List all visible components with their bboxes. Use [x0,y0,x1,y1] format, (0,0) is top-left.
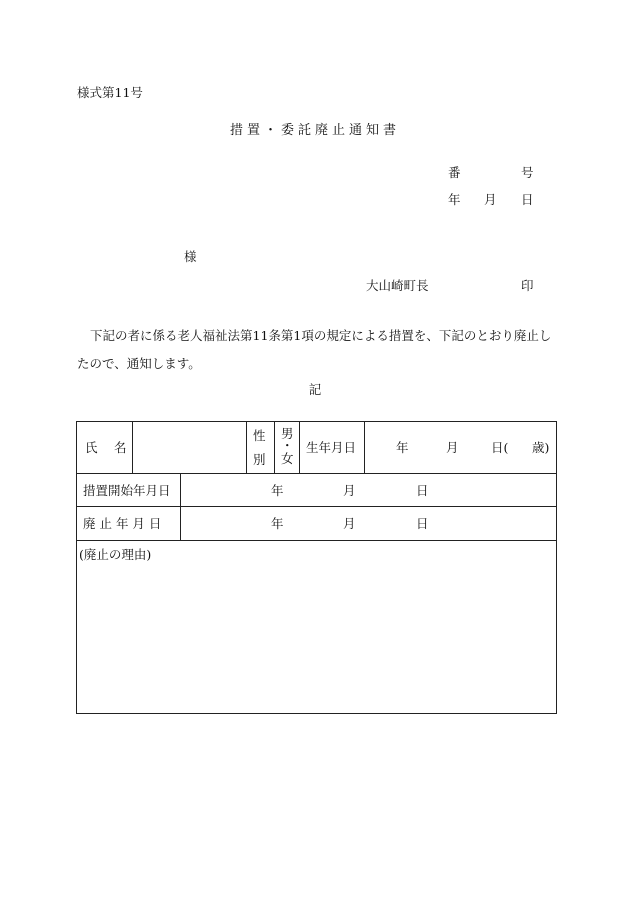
name-label-2: 名 [114,440,127,455]
sex-option-male: 男 [281,426,294,441]
sex-option-separator: ・ [281,438,294,453]
number-label-ban: 番 [448,165,461,180]
end-date-month: 月 [343,516,356,531]
issue-date-day: 日 [521,192,534,207]
document-title: 措置・委託廃止通知書 [229,123,400,138]
reason-label: (廃止の理由) [79,547,152,562]
dob-month: 月 [446,440,459,455]
addressee-honorific: 様 [184,249,197,264]
dob-year: 年 [396,440,409,455]
ki-heading: 記 [308,382,322,397]
number-label-go: 号 [521,165,534,180]
dob-day: 日( [491,440,509,455]
start-date-day: 日 [416,483,429,498]
notice-table [76,421,557,714]
form-number: 様式第11号 [77,85,143,100]
col-divider [274,422,275,473]
end-date-day: 日 [416,516,429,531]
sex-option-female: 女 [281,451,294,466]
row-divider [77,473,556,474]
col-divider [180,473,181,540]
issue-date-month: 月 [484,192,497,207]
start-date-month: 月 [343,483,356,498]
start-date-label: 措置開始年月日 [83,483,171,498]
row-divider [77,540,556,541]
seal-mark: 印 [521,278,534,293]
start-date-year: 年 [271,483,284,498]
col-divider [246,422,247,473]
end-date-year: 年 [271,516,284,531]
col-divider [299,422,300,473]
dob-label: 生年月日 [306,440,357,455]
notice-body-text: 下記の者に係る老人福祉法第11条第1項の規定による措置を、下記のとおり廃止したので、通知します。 [77,328,552,371]
dob-age: 歳) [532,440,550,455]
end-date-label: 廃 止 年 月 日 [83,516,162,531]
row-divider [77,506,556,507]
sex-label-1: 性 [253,428,266,443]
name-label-1: 氏 [85,440,98,455]
issue-date-year: 年 [448,192,461,207]
sex-label-2: 別 [253,452,266,467]
col-divider [364,422,365,473]
sender-name: 大山崎町長 [366,278,429,293]
col-divider [132,422,133,473]
